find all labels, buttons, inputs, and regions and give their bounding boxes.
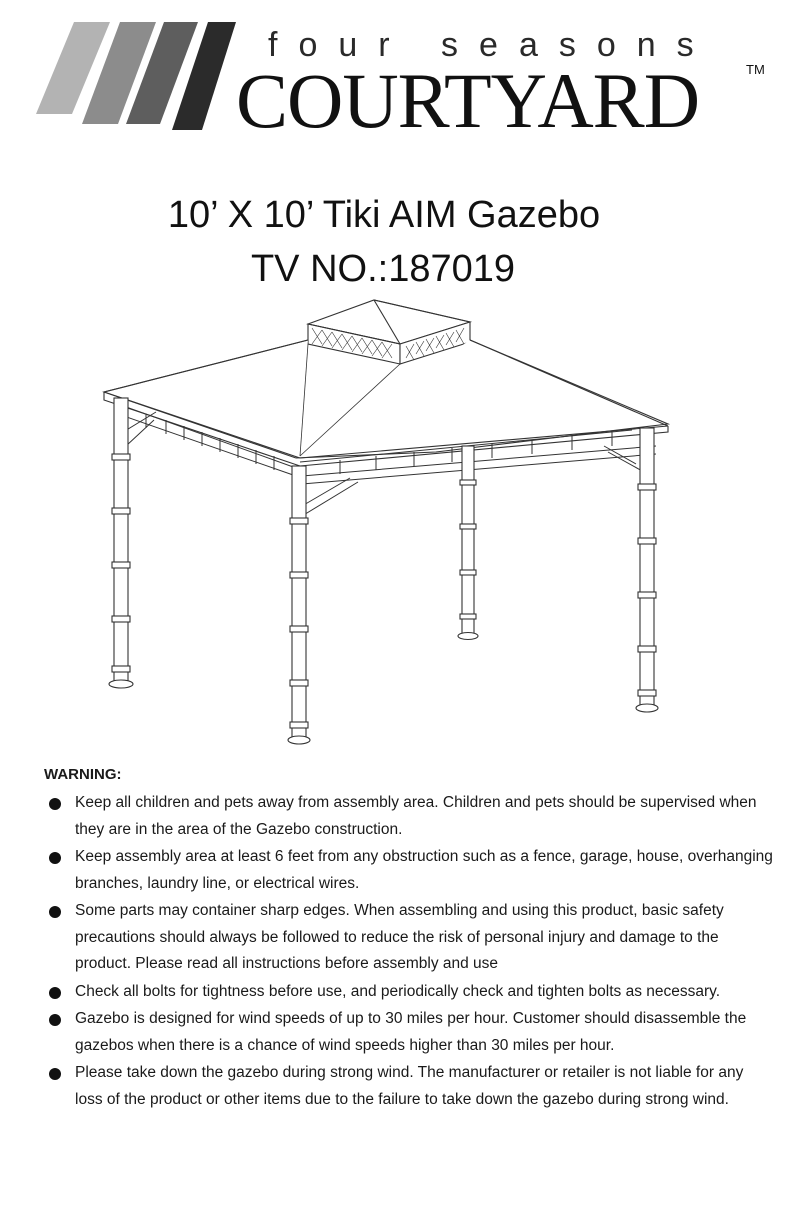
warning-section: [44, 766, 774, 1114]
bullet-icon: [49, 906, 61, 918]
gazebo-illustration: [96, 296, 682, 752]
logo-brand-name: COURTYARD: [236, 57, 700, 144]
brand-logo: [36, 18, 776, 144]
warning-item: [44, 979, 774, 1006]
warning-item-text: Some parts may container sharp edges. When assembling and using this product, basic safety precautions should always be followed to reduce the risk of personal injury and damage to the product. Please read all instructions before assembly and use: [75, 902, 724, 972]
bullet-icon: [49, 798, 61, 810]
bullet-icon: [49, 1068, 61, 1080]
bullet-icon: [49, 1014, 61, 1026]
roof-vent: [308, 300, 470, 364]
product-title: 10’ X 10’ Tiki AIM Gazebo: [167, 194, 601, 236]
warning-item: [44, 1006, 774, 1059]
warning-item: [44, 790, 774, 843]
bullet-icon: [49, 852, 61, 864]
warning-item-text: Keep all children and pets away from assembly area. Children and pets should be supervised when they are in the area of the Gazebo construction.: [75, 794, 757, 838]
warning-item-text: Gazebo is designed for wind speeds of up to 30 miles per hour. Customer should disassemble the gazebos when there is a chance of wind speeds higher than 30 miles per hour.: [75, 1010, 747, 1054]
warning-list: [44, 790, 774, 1113]
warning-item: [44, 1060, 774, 1113]
warning-item-text: Keep assembly area at least 6 feet from any obstruction such as a fence, garage, house, overhanging branches, laundry line, or electrical wires.: [75, 848, 773, 892]
logo-tagline: four seasons: [268, 26, 715, 64]
logo-trademark: TM: [746, 62, 765, 77]
warning-item: [44, 898, 774, 978]
product-number: TV NO.:187019: [250, 248, 516, 290]
bullet-icon: [49, 987, 61, 999]
warning-item: [44, 844, 774, 897]
warning-item-text: Please take down the gazebo during strong wind. The manufacturer or retailer is not liable for any loss of the product or other items due to the failure to take down the gazebo during strong wind.: [75, 1064, 744, 1108]
warning-heading: WARNING:: [44, 766, 122, 783]
warning-item-text: Check all bolts for tightness before use, and periodically check and tighten bolts as necessary.: [75, 982, 721, 1000]
logo-stripes-icon: [36, 18, 236, 133]
